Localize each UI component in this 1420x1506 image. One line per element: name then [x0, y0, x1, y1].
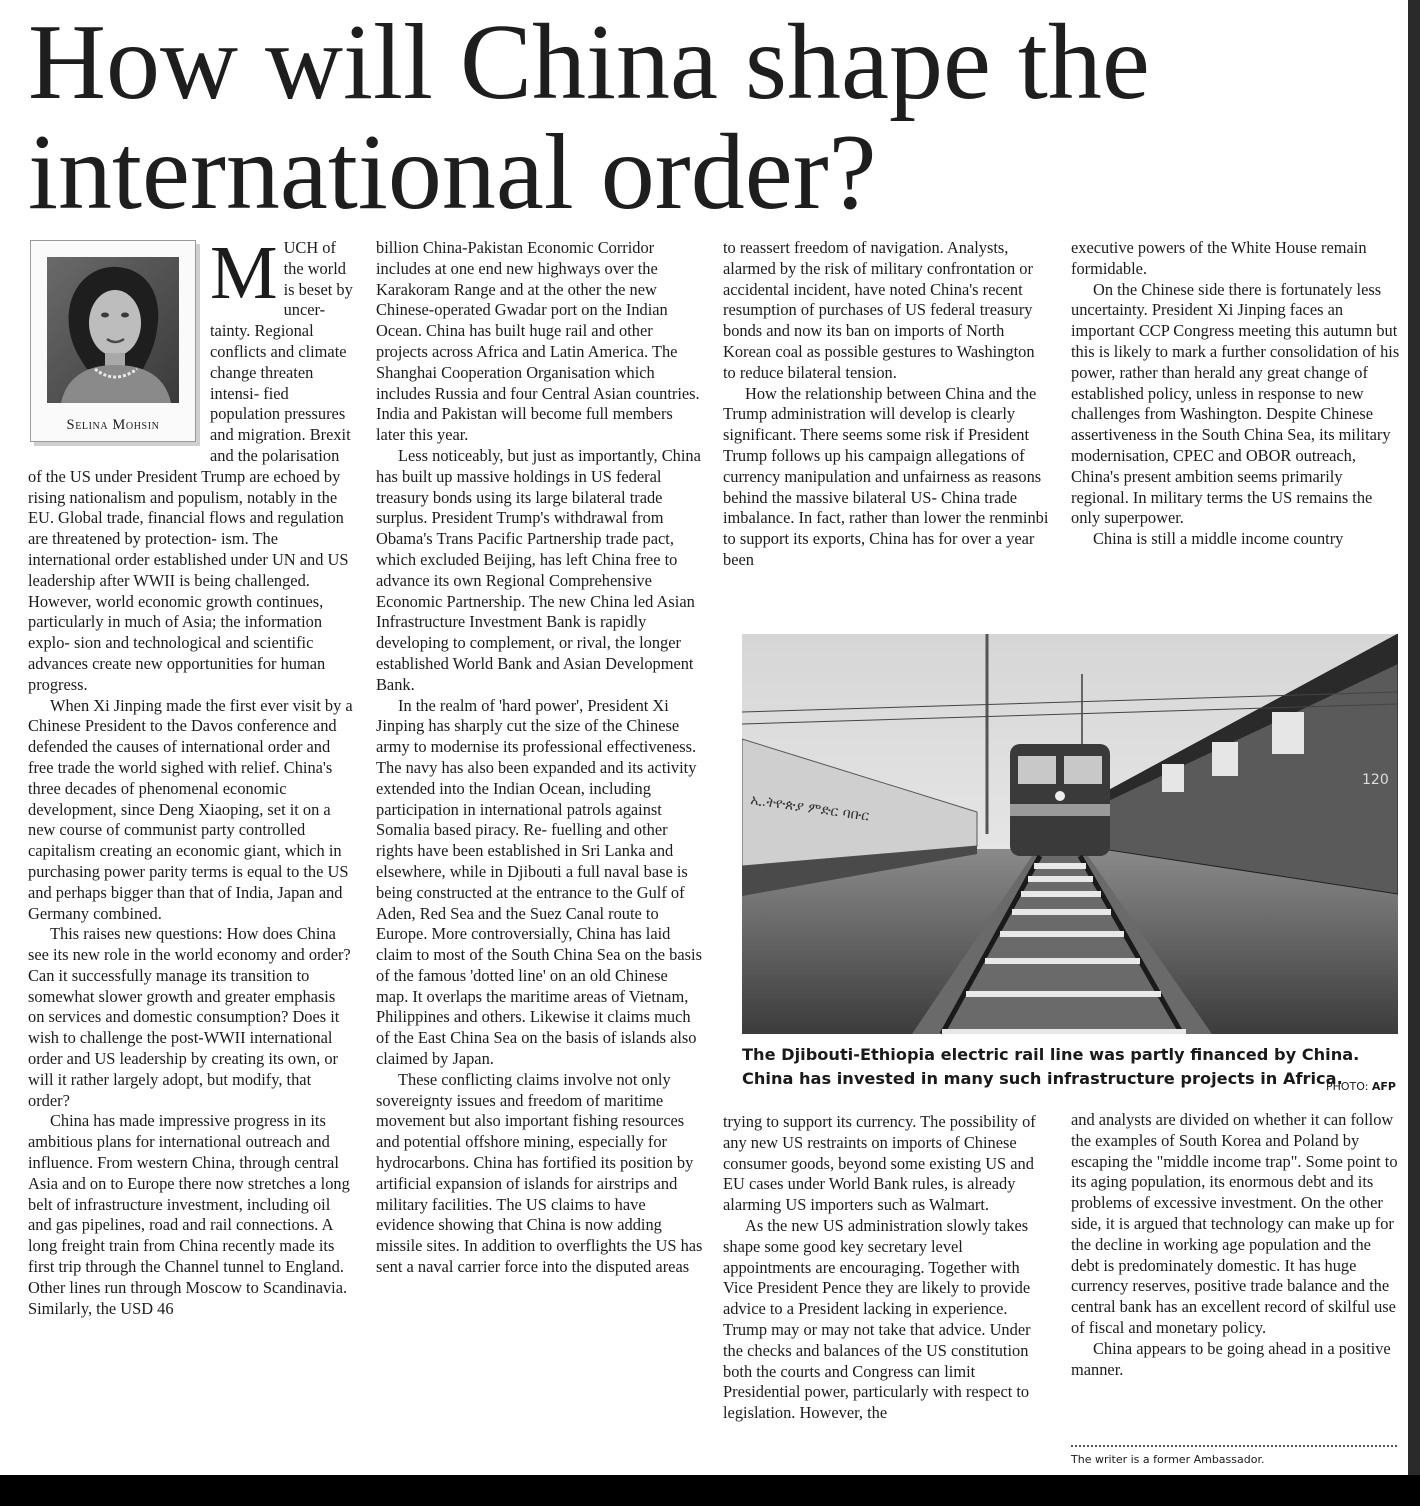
author-portrait	[47, 257, 179, 403]
photo-caption: The Djibouti-Ethiopia electric rail line was partly financed by China. China has invested in many such infrastructure projects in Africa.	[742, 1045, 1360, 1088]
photo-credit-label: PHOTO:	[1325, 1080, 1369, 1093]
headline: How will China shape the international order?	[28, 3, 1150, 232]
article-column-3-top	[723, 238, 1051, 616]
article-column-1	[28, 238, 354, 1473]
paragraph: As the new US administration slowly takes shape some good key secretary level appointments are encouraging. Together with Vice President Pence they are likely to provide advice to a President lacking in experience. Trump may or may not take that advice. Under the checks and balances of the US constitution both the courts and Congress can limit Presidential power, particularly with respect to legislation. However, the	[723, 1215, 1031, 1423]
paragraph: China has made impressive progress in its ambitious plans for international outreach and influence. From western China, through central Asia and on to Europe there now stretches a long belt of infrastructure investment, including oil and gas pipelines, road and rail connections. A long freight train from China recently made its first trip through the Channel tunnel to England. Other lines run through Moscow to Scandinavia. Similarly, the USD 46	[28, 1111, 350, 1318]
paragraph: How the relationship between China and the Trump administration will develop is clearly significant. There seems some risk if President Trump follows up his campaign allegations of currency manipulation and unfairness as reasons behind the massive bilateral US- China trade imbalance. In fact, rather than lower the renminbi to support its exports, China has for over a year been	[723, 383, 1049, 569]
author-box	[30, 240, 196, 442]
paragraph: In the realm of 'hard power', President Xi Jinping has sharply cut the size of the Chinese army to modernise its professional effectiveness. The navy has also been expanded and its activity extended into the Indian Ocean, including participation in international patrols against Somalia based piracy. Re- fuelling and other rights have been established in Sri Lanka and elsewhere, while in Djibouti a full naval base is being constructed at the entrance to the Gulf of Aden, Red Sea and the Suez Canal route to Europe. More controversially, China has laid claim to most of the South China Sea on the basis of the famous 'dotted line' on an old Chinese map. It overlaps the maritime areas of Vietnam, Philippines and others. Likewise it claims much of the East China Sea on the basis of islands also claimed by Japan.	[376, 695, 702, 1069]
paragraph: to reassert freedom of navigation. Analysts, alarmed by the risk of military confrontation or accidental incident, have noted China's recent resumption of purchases of US federal treasury bonds and now its ban on imports of North Korean coal as possible gestures to Washington to reduce bilateral tension.	[723, 238, 1035, 382]
writer-footnote: The writer is a former Ambassador.	[1071, 1453, 1265, 1466]
photo-credit-source: AFP	[1371, 1080, 1396, 1093]
paragraph: On the Chinese side there is fortunately less uncertainty. President Xi Jinping faces an important CCP Congress meeting this autumn but this is likely to mark a further consolidation of his power, rather than herald any great change of established policy, unless in response to new challenges from Washington. Despite Chinese assertiveness in the South China Sea, its military modernisation, CPEC and OBOR outreach, China's present ambition seems primarily regional. In military terms the US remains the only superpower.	[1071, 279, 1400, 528]
paragraph: China appears to be going ahead in a positive manner.	[1071, 1338, 1391, 1379]
train-sign-text: ኢ.ትዮጵያ ምድር ባቡር	[749, 792, 871, 825]
author-name: Selina Mohsin	[66, 417, 160, 433]
paragraph: When Xi Jinping made the first ever visit by a Chinese President to the Davos conference and defended the causes of international order and free trade the world sighed with relief. China's three decades of phenomenal economic development, since Deng Xiaoping, set it on a new course of communist party controlled capitalism creating an economic giant, which in purchasing power parity terms is equal to the US and perhaps bigger than that of India, Japan and Germany combined.	[28, 695, 353, 923]
railway-photo	[742, 634, 1398, 1034]
article-column-4-top	[1071, 238, 1401, 616]
paragraph: executive powers of the White House remain formidable.	[1071, 238, 1367, 278]
bottom-band	[0, 1475, 1420, 1506]
paragraph: Less noticeably, but just as importantly, China has built up massive holdings in US federal treasury bonds using its large bilateral trade surplus. President Trump's withdrawal from Obama's Trans Pacific Partnership trade pact, which excluded Beijing, has left China free to advance its own Regional Comprehensive Economic Partnership. The new China led Asian Infrastructure Investment Bank is rapidly developing to complement, or rival, the longer established World Bank and Asian Development Bank.	[376, 445, 701, 694]
footnote-divider	[1071, 1445, 1397, 1447]
photo-credit	[1326, 1080, 1396, 1093]
paragraph: billion China-Pakistan Economic Corridor includes at one end new highways over the Karakoram Range and at the other the new Chinese-operated Gwadar port on the Indian Ocean. China has built huge rail and other projects across Africa and Latin America. The Shanghai Cooperation Organisation which includes Russia and four Central Asian countries. India and Pakistan will become full members later this year.	[376, 238, 700, 445]
paragraph: These conflicting claims involve not only sovereignty issues and freedom of maritime movement but also important fishing resources and potential offshore mining, especially for hydrocarbons. China has fortified its position by artificial expansion of islands for airstrips and military facilities. The US claims to have evidence showing that China is now adding missile sites. In addition to overflights the US has sent a naval carrier force into the disputed areas	[376, 1069, 703, 1277]
paragraph: China is still a middle income country	[1093, 529, 1344, 549]
article-column-3-bottom	[723, 1112, 1053, 1474]
paragraph: UCH of the world is beset by uncer- tainty. Regional conflicts and climate change threaten intensi- fied population pressures and migration. Brexit and the polarisation of the US under President Trump are echoed by rising nationalism and populism, notably in the EU. Global trade, financial flows and regulation are threatened by protection- ism. The international order established under UN and US leadership after WWII is being challenged. However, world economic growth continues, particularly in much of Asia; the information explo- sion and technological and scientific advances create new opportunities for human progress.	[28, 238, 353, 694]
article-column-2	[376, 238, 703, 1473]
paragraph: trying to support its currency. The possibility of any new US restraints on imports of Chinese consumer goods, beyond some existing US and EU cases under World Bank rules, is already alarming US importers such as Walmart.	[723, 1112, 1036, 1215]
paragraph: and analysts are divided on whether it can follow the examples of South Korea and Poland by escaping the "middle income trap". Some point to its aging population, its enormous debt and its problems of excessive investment. On the other side, it is argued that technology can make up for the decline in working age population and the debt is predominately domestic. It has huge currency reserves, positive trade balance and the central bank has an excellent record of skilful use of fiscal and monetary policy.	[1071, 1110, 1398, 1337]
article-column-4-bottom	[1071, 1110, 1401, 1446]
drop-cap: M	[210, 238, 278, 315]
train-car-number: 120	[1362, 772, 1389, 788]
paragraph: This raises new questions: How does China see its new role in the world economy and order? Can it successfully manage its transition to somewhat slower growth and greater emphasis on services and domestic consumption? Does it wish to challenge the post-WWII international order and US leadership by creating its own, or will it rather largely adopt, but modify, that order?	[28, 924, 351, 1110]
page-edge	[1408, 0, 1420, 1475]
